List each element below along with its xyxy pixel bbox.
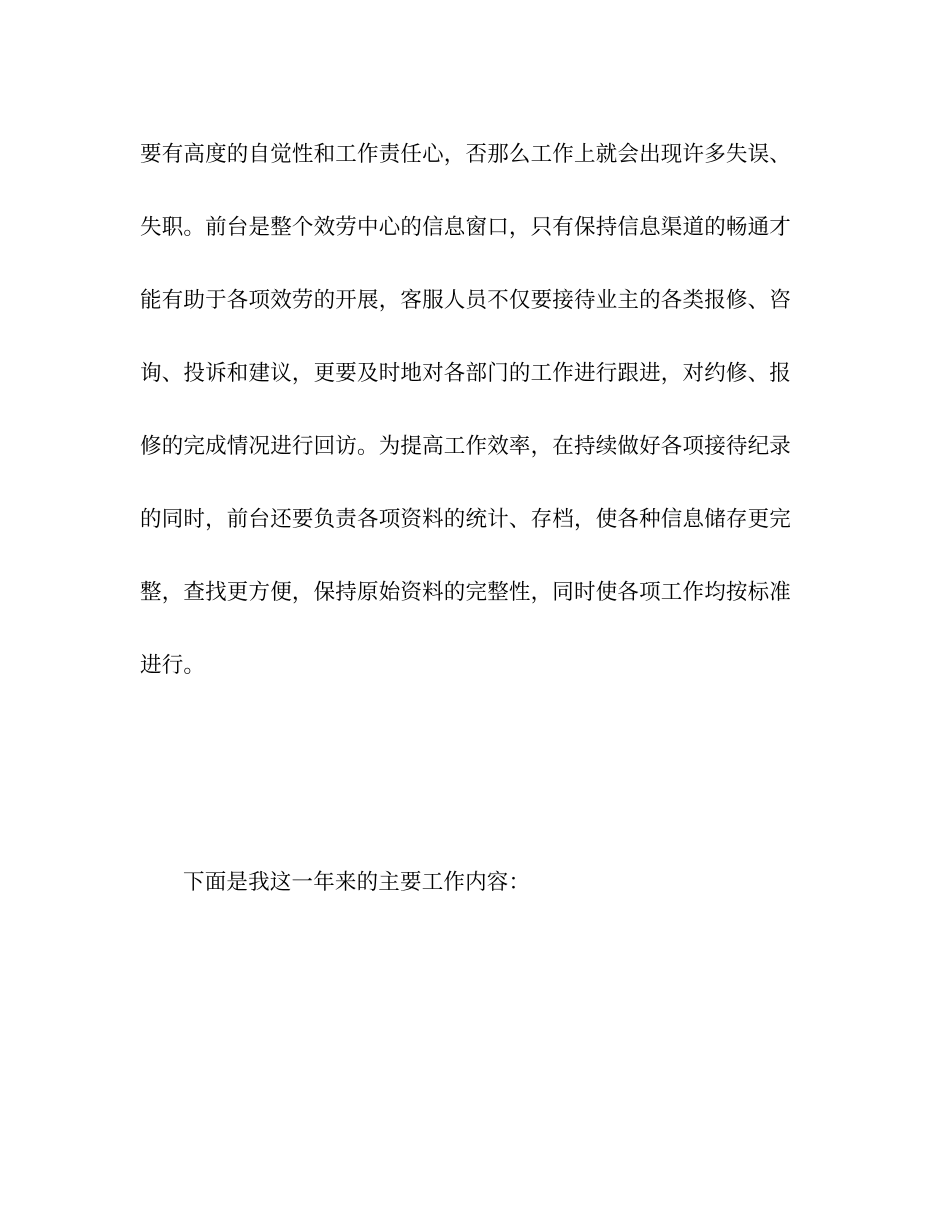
paragraph-1-line-5: 修的完成情况进行回访。为提高工作效率，在持续做好各项接待纪录 [140, 434, 792, 459]
paragraph-1-line-8: 进行。 [140, 653, 206, 678]
paragraph-1-line-4: 询、投诉和建议，更要及时地对各部门的工作进行跟进，对约修、报 [140, 361, 792, 386]
paragraph-1-line-1: 要有高度的自觉性和工作责任心，否那么工作上就会出现许多失误、 [140, 142, 792, 167]
paragraph-1-line-7: 整，查找更方便，保持原始资料的完整性，同时使各项工作均按标准 [140, 580, 792, 605]
paragraph-1-line-2: 失职。前台是整个效劳中心的信息窗口，只有保持信息渠道的畅通才 [140, 215, 792, 240]
paragraph-2-text: 下面是我这一年来的主要工作内容： [183, 870, 531, 895]
paragraph-1-line-6: 的同时，前台还要负责各项资料的统计、存档，使各种信息储存更完 [140, 507, 792, 532]
paragraph-1-line-3: 能有助于各项效劳的开展，客服人员不仅要接待业主的各类报修、咨 [140, 288, 792, 313]
